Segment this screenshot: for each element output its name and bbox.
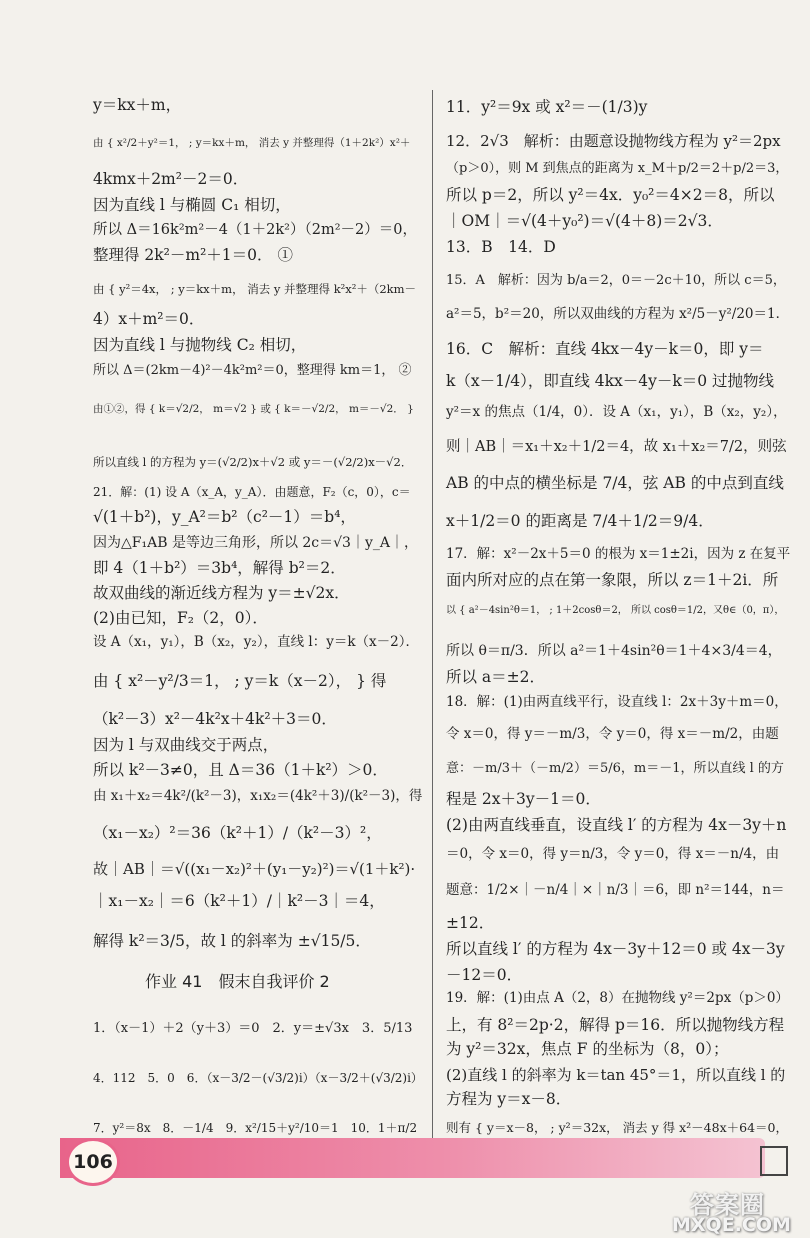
text-line: 由 { x²/2＋y²＝1， ; y＝kx＋m， 消去 y 并整理得（1＋2k²）x²＋ bbox=[93, 137, 411, 149]
text-line: 11．y²＝9x 或 x²＝－(1/3)y bbox=[446, 98, 648, 116]
text-line: (2)由两直线垂直，设直线 l′ 的方程为 4x－3y＋n bbox=[446, 816, 787, 834]
text-line: 则有 { y＝x－8， ; y²＝32x， 消去 y 得 x²－48x＋64＝0， bbox=[446, 1120, 788, 1135]
text-line: 17．解：x²－2x＋5＝0 的根为 x＝1±2i，因为 z 在复平 bbox=[446, 546, 791, 562]
text-line: √(1＋b²)，y_A²＝b²（c²－1）＝b⁴， bbox=[93, 508, 356, 526]
text-line: －12＝0． bbox=[446, 966, 523, 984]
text-line: 则｜AB｜＝x₁＋x₂＋1/2＝4，故 x₁＋x₂＝7/2，则弦 bbox=[446, 439, 787, 455]
text-line: 12．2√3 解析：由题意设抛物线方程为 y²＝2px bbox=[446, 132, 781, 150]
text-line: 所以 θ＝π/3．所以 a²＝1＋4sin²θ＝1＋4×3/4＝4， bbox=[446, 643, 782, 659]
text-line: 由 x₁＋x₂＝4k²/(k²－3)，x₁x₂＝(4k²＋3)/(k²－3)，得 bbox=[93, 788, 423, 804]
text-line: 由 { y²＝4x， ; y＝kx＋m， 消去 y 并整理得 k²x²＋（2km－ bbox=[93, 282, 417, 296]
answer-line: 1．（x－1）＋2（y＋3）＝0 2．y＝±√3x 3．5/13 bbox=[93, 1021, 413, 1036]
watermark-logo: 答案圈 bbox=[690, 1191, 765, 1219]
text-line: 设 A（x₁，y₁），B（x₂，y₂），直线 l：y＝k（x－2）． bbox=[93, 634, 419, 650]
text-line: 21．解：(1) 设 A（x_A，y_A）．由题意，F₂（c，0），c＝ bbox=[93, 485, 411, 499]
text-line: 所以 Δ＝16k²m²－4（1＋2k²）（2m²－2）＝0， bbox=[93, 222, 417, 238]
text-line: ±12． bbox=[446, 914, 495, 932]
text-line: 由 { x²－y²/3＝1， ; y＝k（x－2）， } 得 bbox=[93, 672, 387, 690]
text-line: 意：－m/3＋（－m/2）＝5/6，m＝－1，所以直线 l 的方 bbox=[446, 761, 784, 776]
text-line: 16．C 解析：直线 4kx－4y－k＝0，即 y＝ bbox=[446, 340, 764, 358]
page-number: 106 bbox=[66, 1138, 120, 1186]
text-line: 方程为 y＝x－8． bbox=[446, 1090, 572, 1108]
text-line: 即 4（1＋b²）＝3b⁴，解得 b²＝2． bbox=[93, 559, 346, 577]
text-line: ｜OM｜＝√(4＋y₀²)＝√(4＋8)＝2√3． bbox=[446, 212, 723, 230]
text-line: 为 y²＝32x，焦点 F 的坐标为（8，0）； bbox=[446, 1040, 729, 1058]
text-line: 以 { a²－4sin²θ＝1， ; 1＋2cosθ＝2， 所以 cosθ＝1/2，又θ∈（0，π）， bbox=[446, 605, 785, 616]
text-line: 整理得 2k²－m²＋1＝0． ① bbox=[93, 246, 293, 264]
text-line: 所以 p＝2，所以 y²＝4x．y₀²＝4×2＝8，所以 bbox=[446, 186, 775, 204]
text-line: 故双曲线的渐近线方程为 y＝±√2x． bbox=[93, 584, 350, 602]
text-line: 因为直线 l 与抛物线 C₂ 相切， bbox=[93, 336, 307, 354]
text-line: x＋1/2＝0 的距离是 7/4＋1/2＝9/4． bbox=[446, 512, 714, 530]
text-line: 因为直线 l 与椭圆 C₁ 相切， bbox=[93, 196, 291, 214]
text-line: （x₁－x₂）²＝36（k²＋1）/（k²－3）²， bbox=[93, 824, 382, 842]
text-line: 所以直线 l′ 的方程为 4x－3y＋12＝0 或 4x－3y bbox=[446, 940, 785, 958]
corner-box bbox=[760, 1146, 788, 1176]
text-line: 4kmx＋2m²－2＝0． bbox=[93, 170, 249, 188]
text-line: 所以 a＝±2． bbox=[446, 668, 546, 686]
text-line: 解得 k²＝3/5，故 l 的斜率为 ±√15/5． bbox=[93, 932, 371, 950]
answer-line: 4．112 5．0 6．（x－3/2－(√3/2)i）（x－3/2＋(√3/2)i） bbox=[93, 1071, 423, 1085]
text-line: （p＞0），则 M 到焦点的距离为 x_M＋p/2＝2＋p/2＝3， bbox=[446, 161, 789, 176]
text-line: 故｜AB｜＝√((x₁－x₂)²＋(y₁－y₂)²)＝√(1＋k²)· bbox=[93, 860, 416, 878]
text-line: 因为 l 与双曲线交于两点， bbox=[93, 736, 279, 754]
text-line: 面内所对应的点在第一象限，所以 z＝1＋2i．所 bbox=[446, 571, 779, 589]
text-line: 题意：1/2×｜－n/4｜×｜n/3｜＝6，即 n²＝144，n＝ bbox=[446, 882, 785, 898]
text-line: y²＝x 的焦点（1/4，0）．设 A（x₁，y₁），B（x₂，y₂）， bbox=[446, 404, 787, 420]
text-line: a²＝5，b²＝20，所以双曲线的方程为 x²/5－y²/20＝1． bbox=[446, 306, 790, 322]
text-line: 上，有 8²＝2p·2，解得 p＝16．所以抛物线方程 bbox=[446, 1016, 785, 1034]
text-line: 18．解：(1)由两直线平行，设直线 l：2x＋3y＋m＝0， bbox=[446, 694, 788, 710]
text-line: k（x－1/4），即直线 4kx－4y－k＝0 过抛物线 bbox=[446, 372, 775, 390]
text-line: (2)直线 l 的斜率为 k＝tan 45°＝1，所以直线 l 的 bbox=[446, 1066, 786, 1084]
text-line: 令 x＝0，得 y＝－m/3，令 y＝0，得 x＝－m/2，由题 bbox=[446, 726, 779, 742]
text-line: 所以 Δ＝(2km－4)²－4k²m²＝0，整理得 km＝1， ② bbox=[93, 363, 412, 378]
text-line: 因为△F₁AB 是等边三角形，所以 2c＝√3｜y_A｜， bbox=[93, 535, 418, 551]
text-line: (2)由已知，F₂（2，0）． bbox=[93, 609, 268, 627]
text-line: AB 的中点的横坐标是 7/4，弦 AB 的中点到直线 bbox=[446, 474, 784, 492]
column-divider bbox=[432, 90, 433, 1145]
text-line: ｜x₁－x₂｜＝6（k²＋1）/｜k²－3｜＝4， bbox=[93, 892, 385, 910]
text-line: （k²－3）x²－4k²x＋4k²＋3＝0． bbox=[93, 710, 337, 728]
footer-band bbox=[60, 1138, 765, 1178]
text-line: 4）x＋m²＝0． bbox=[93, 310, 205, 328]
text-line: 13．B 14．D bbox=[446, 238, 556, 256]
text-line: y＝kx＋m， bbox=[93, 96, 182, 114]
text-line: 由①②，得 { k＝√2/2， m＝√2 } 或 { k＝－√2/2， m＝－√2． } bbox=[93, 403, 414, 415]
answer-line: 7．y²＝8x 8．－1/4 9．x²/15＋y²/10＝1 10．1＋π/2 bbox=[93, 1121, 418, 1135]
text-line: 程是 2x＋3y－1＝0． bbox=[446, 790, 601, 808]
watermark-url: MXQE.COM bbox=[672, 1214, 791, 1236]
section-heading: 作业 41 假末自我评价 2 bbox=[145, 972, 330, 991]
text-line: 19．解：(1)由点 A（2，8）在抛物线 y²＝2px（p＞0） bbox=[446, 990, 789, 1006]
text-line: 所以直线 l 的方程为 y＝(√2/2)x＋√2 或 y＝－(√2/2)x－√2． bbox=[93, 455, 413, 469]
text-line: ＝0，令 x＝0，得 y＝n/3，令 y＝0，得 x＝－n/4，由 bbox=[446, 846, 780, 862]
text-line: 15．A 解析：因为 b/a＝2，0＝－2c＋10，所以 c＝5， bbox=[446, 273, 786, 288]
text-line: 所以 k²－3≠0，且 Δ＝36（1＋k²）＞0． bbox=[93, 761, 388, 779]
